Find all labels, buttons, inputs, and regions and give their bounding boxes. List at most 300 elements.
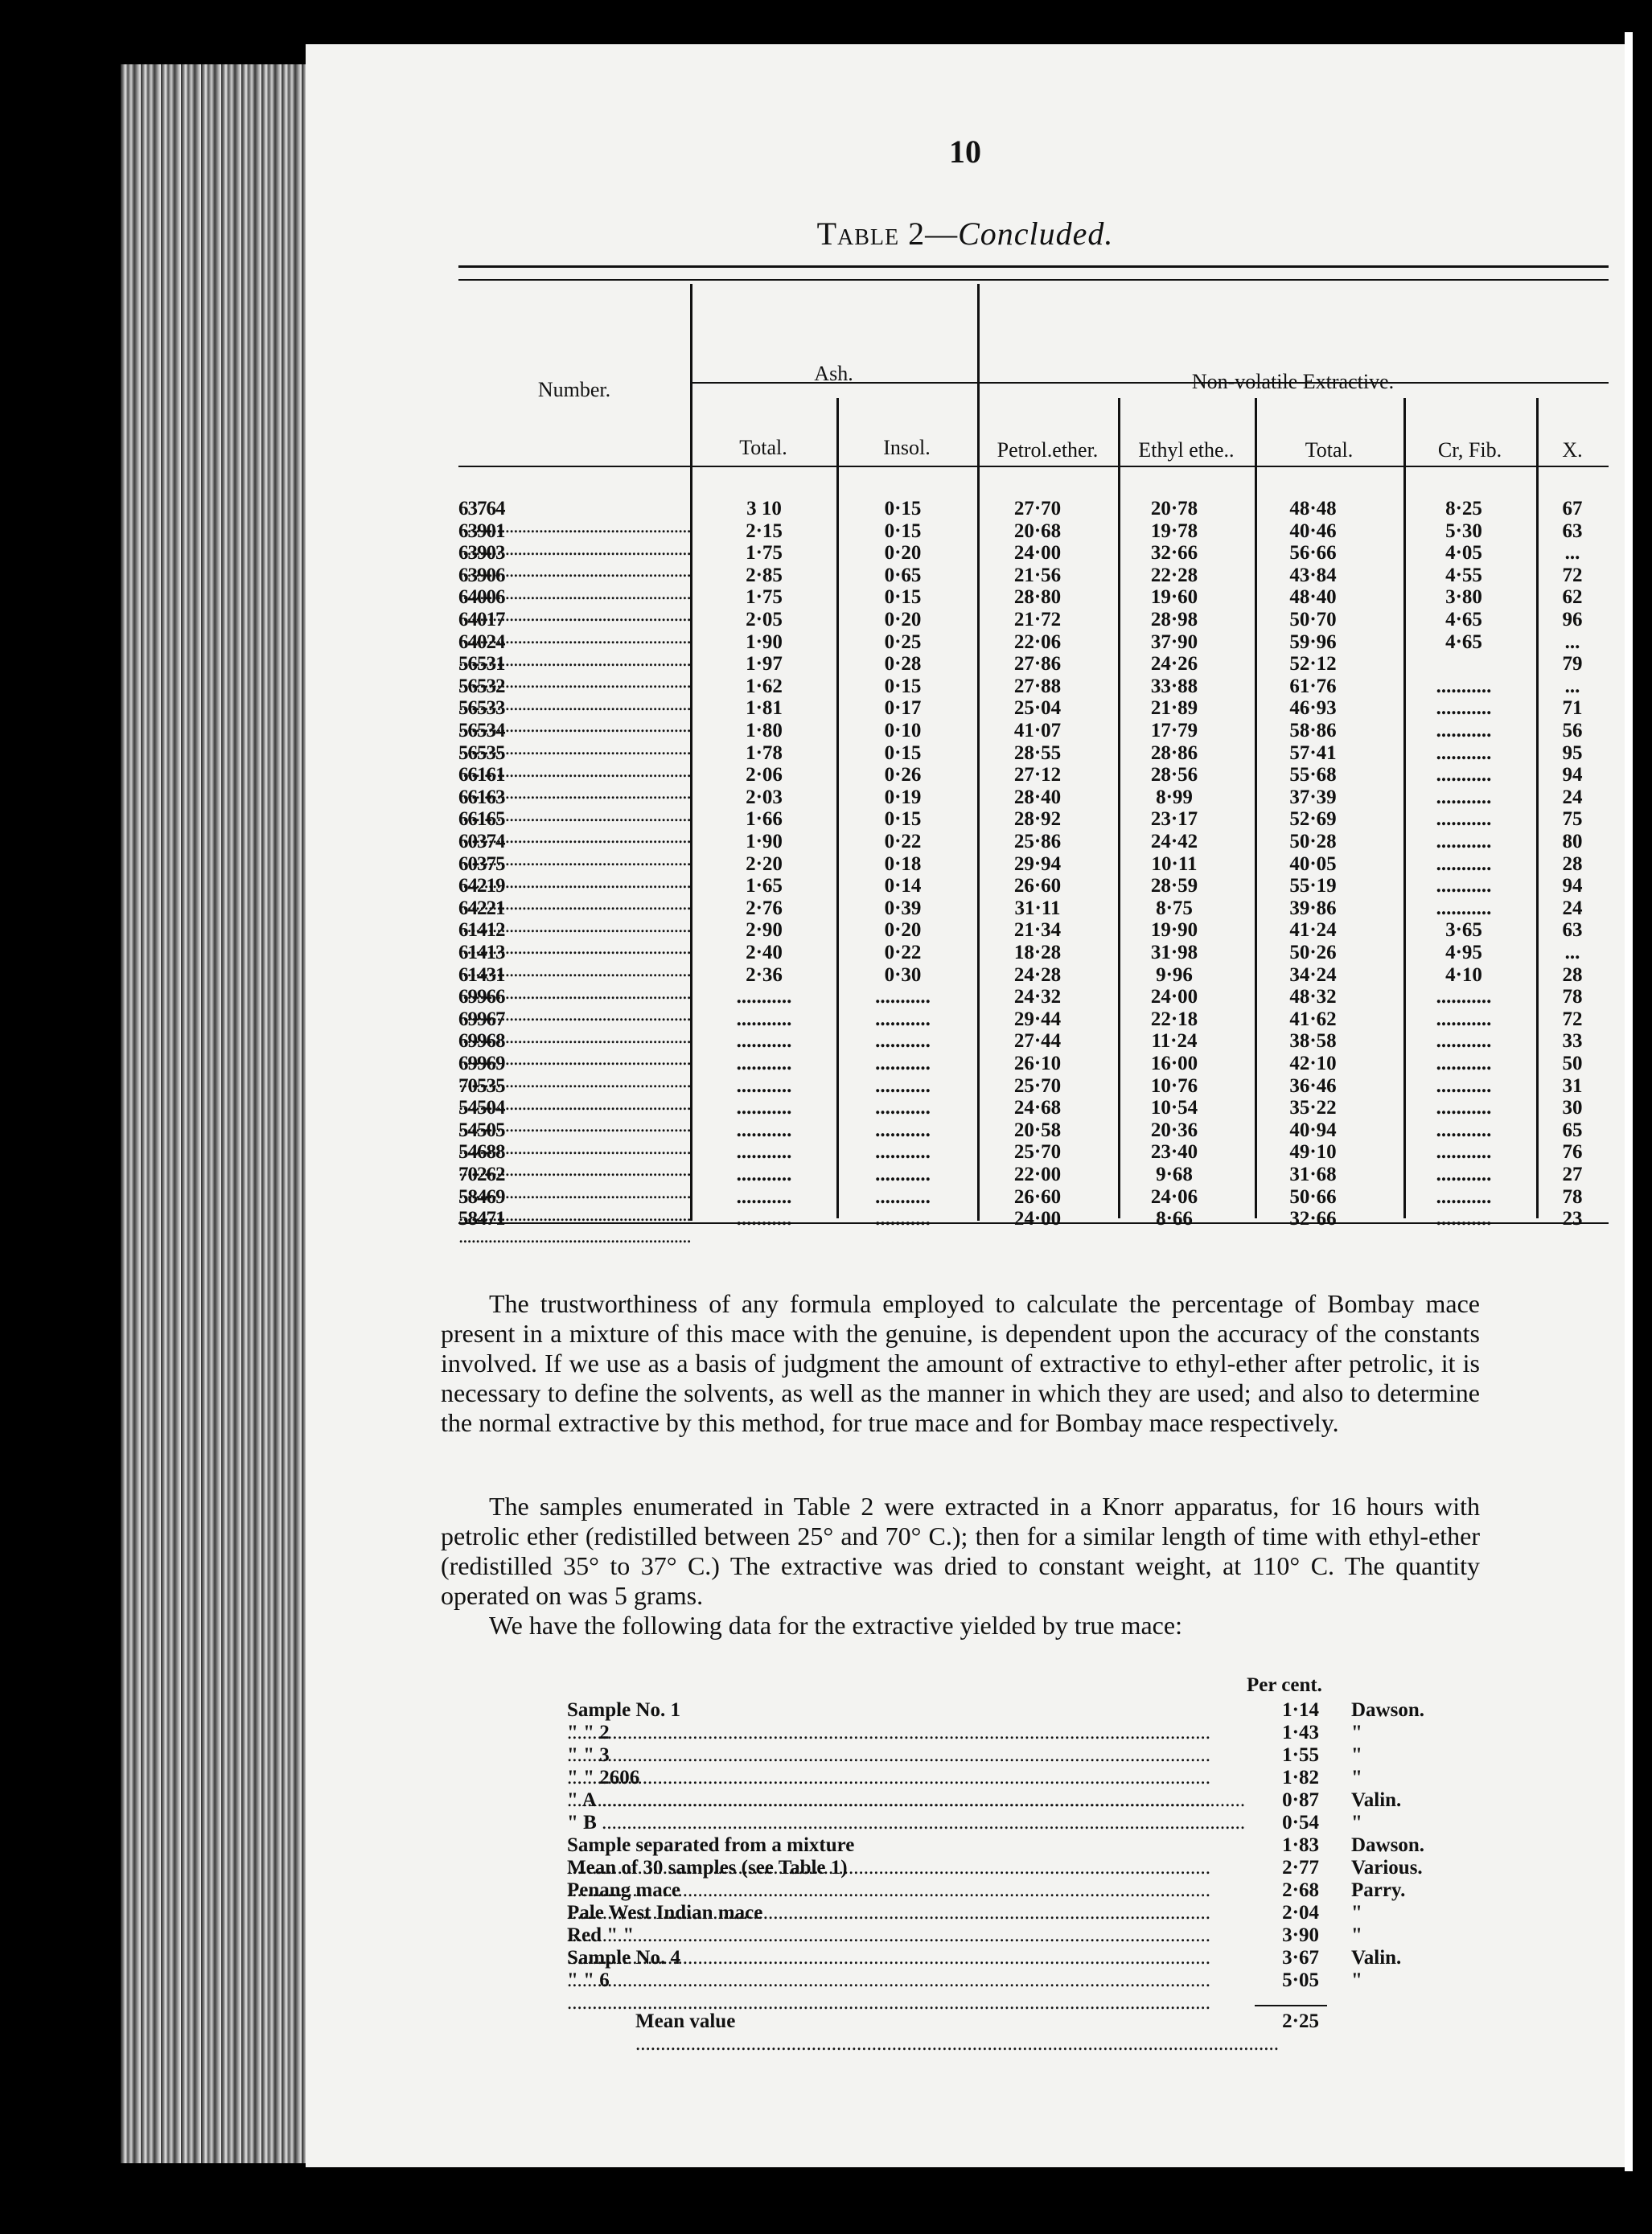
cell-ethyl: 8·99 — [1156, 786, 1193, 808]
cell-crfib: ........... — [1436, 1074, 1492, 1097]
cell-ethyl: 24·42 — [1150, 831, 1198, 852]
cell-ash-total: ........... — [736, 1074, 792, 1097]
table-row — [306, 833, 1625, 851]
mace-item-source: " — [1351, 1812, 1362, 1834]
mace-item-label: " A ..... — [567, 1789, 1255, 1812]
cell-number: 54505 ..... — [458, 1122, 692, 1157]
cell-ethyl: 11·24 — [1151, 1030, 1198, 1053]
cell-x: 67 — [1562, 498, 1583, 519]
cell-crfib: ........... — [1436, 720, 1492, 741]
cell-crfib: ........... — [1436, 741, 1492, 764]
mace-item-source: " — [1351, 1902, 1362, 1924]
cell-insol: ........... — [875, 1141, 931, 1164]
cell-insol: ........... — [875, 1185, 931, 1208]
cell-ethyl: 9·96 — [1156, 963, 1193, 986]
cell-x: 65 — [1562, 1119, 1583, 1141]
cell-total: 55·19 — [1289, 875, 1337, 897]
cell-crfib: ........... — [1436, 786, 1492, 808]
cell-petrol: 27·70 — [1013, 498, 1062, 519]
table-title — [306, 215, 1625, 253]
cell-petrol: 28·40 — [1013, 786, 1062, 808]
mace-list-item — [306, 1699, 1625, 1722]
cell-crfib: 4·65 — [1445, 609, 1482, 630]
table-row — [306, 519, 1625, 542]
cell-insol: 0·15 — [884, 519, 922, 542]
cell-insol: 0·26 — [884, 764, 922, 786]
cell-ethyl: 10·76 — [1150, 1074, 1198, 1097]
cell-insol: ........... — [875, 1164, 931, 1185]
cell-ash-total: 2·20 — [746, 852, 783, 875]
cell-petrol: 26·10 — [1013, 1053, 1062, 1074]
table-title-suffix: Concluded. — [958, 216, 1114, 252]
cell-ethyl: 23·17 — [1150, 808, 1198, 831]
cell-number: 63901 ..... — [458, 523, 692, 558]
cell-total: 43·84 — [1289, 564, 1337, 586]
cell-petrol: 24·32 — [1013, 986, 1062, 1008]
header-ash-insol: Insol. — [883, 436, 931, 459]
cell-total: 50·26 — [1289, 942, 1337, 963]
cell-x: 30 — [1562, 1097, 1583, 1119]
cell-number: 64006 ..... — [458, 589, 692, 624]
cell-number: 64024 ..... — [458, 634, 692, 669]
cell-crfib: 5·30 — [1445, 519, 1482, 542]
cell-total: 50·66 — [1289, 1185, 1337, 1208]
cell-x: 94 — [1562, 764, 1583, 786]
cell-x: 31 — [1562, 1074, 1583, 1097]
cell-total: 41·62 — [1289, 1008, 1337, 1030]
cell-ethyl: 28·59 — [1150, 875, 1198, 897]
mace-list-item — [306, 1767, 1625, 1789]
cell-total: 32·66 — [1289, 1208, 1337, 1230]
page-number: 10 — [949, 133, 981, 170]
cell-number: 61413 ..... — [458, 944, 692, 979]
cell-x: 50 — [1562, 1053, 1583, 1074]
mace-item-label: Sample No. 1 ..... — [567, 1699, 1255, 1744]
cell-total: 48·48 — [1289, 498, 1337, 519]
table-row — [306, 1210, 1625, 1228]
cell-petrol: 26·60 — [1013, 875, 1062, 897]
page-edge — [1625, 32, 1633, 2171]
table-header-rule — [458, 466, 1609, 467]
cell-x: 63 — [1562, 919, 1583, 942]
mace-list-item — [306, 1834, 1625, 1857]
col-divider-total — [1403, 398, 1406, 1218]
mace-item-label: " " 3 ..... — [567, 1744, 1255, 1789]
cell-number: 66163 ..... — [458, 789, 692, 824]
cell-x: 76 — [1562, 1141, 1583, 1164]
cell-total: 42·10 — [1289, 1053, 1337, 1074]
cell-insol: 0·20 — [884, 919, 922, 942]
cell-ash-total: 1·90 — [746, 831, 783, 852]
cell-ash-total: 3 10 — [746, 498, 782, 519]
cell-insol: ........... — [875, 1074, 931, 1097]
mace-item-label: Sample No. 4 ..... — [567, 1947, 1255, 1992]
cell-total: 40·05 — [1289, 852, 1337, 875]
table-row — [306, 988, 1625, 1006]
cell-ethyl: 33·88 — [1150, 675, 1198, 697]
paragraph-2: The samples enumerated in Table 2 were extracted in a Knorr apparatus, for 16 hours with petrolic ether (redistilled between 25° and 70° C.); then for a similar length of time with ethyl-ether (redistilled 35° to 37° C.) The extractive was dried to constant weight, at 110° C. The quantity operated on was 5 grams. — [441, 1492, 1480, 1610]
mace-item-label: Mean of 30 samples (see Table 1) ..... — [567, 1857, 1255, 1902]
cell-ethyl: 23·40 — [1150, 1141, 1198, 1164]
cell-insol: 0·17 — [884, 697, 922, 720]
cell-ash-total: ........... — [736, 1208, 792, 1230]
mace-item-label: " " 2 ..... — [567, 1722, 1255, 1767]
cell-ethyl: 19·78 — [1150, 519, 1198, 542]
mace-list-item — [306, 1812, 1625, 1834]
mean-value: 2·25 — [1282, 2010, 1319, 2032]
cell-petrol: 24·00 — [1013, 1208, 1062, 1230]
cell-ethyl: 20·78 — [1150, 498, 1198, 519]
cell-crfib: ........... — [1436, 831, 1492, 852]
mace-item-label: " B ..... — [567, 1812, 1255, 1834]
cell-ethyl: 19·60 — [1150, 586, 1198, 609]
cell-insol: ........... — [875, 1097, 931, 1119]
cell-total: 57·41 — [1289, 741, 1337, 764]
table-row — [306, 963, 1625, 986]
col-divider-ash — [836, 398, 839, 1218]
cell-petrol: 27·44 — [1013, 1030, 1062, 1053]
book-binding-edge — [121, 64, 314, 2163]
cell-insol: 0·15 — [884, 741, 922, 764]
mace-item-value: 2·68 — [1282, 1879, 1319, 1901]
table-row — [306, 1185, 1625, 1208]
mean-row — [306, 2010, 1625, 2033]
mace-item-value: 1·14 — [1282, 1699, 1319, 1721]
cell-number: 63764 ..... — [458, 500, 692, 536]
cell-x: 79 — [1562, 653, 1583, 676]
cell-insol: 0·19 — [884, 786, 922, 808]
cell-petrol: 41·07 — [1013, 720, 1062, 741]
cell-petrol: 29·44 — [1013, 1008, 1062, 1030]
header-ext-total: Total. — [1305, 438, 1354, 462]
cell-total: 56·66 — [1289, 542, 1337, 565]
header-ash: Ash. — [814, 362, 853, 385]
cell-petrol: 25·86 — [1013, 831, 1062, 852]
cell-total: 39·86 — [1289, 897, 1337, 919]
cell-crfib: ........... — [1436, 1030, 1492, 1053]
table-row — [306, 1030, 1625, 1053]
cell-ethyl: 28·98 — [1150, 609, 1198, 630]
cell-x: 63 — [1562, 519, 1583, 542]
cell-ethyl: 22·18 — [1150, 1008, 1198, 1030]
cell-total: 35·22 — [1289, 1097, 1337, 1119]
cell-number: 60374 ..... — [458, 833, 692, 869]
table-row — [306, 1099, 1625, 1117]
cell-number: 56531 ..... — [458, 655, 692, 691]
cell-ethyl: 32·66 — [1150, 542, 1198, 565]
table-row — [306, 766, 1625, 784]
cell-petrol: 22·00 — [1013, 1164, 1062, 1185]
cell-petrol: 21·34 — [1013, 919, 1062, 942]
mace-list-item — [306, 1947, 1625, 1969]
mean-label: Mean value ..... — [635, 2010, 1303, 2055]
table-row — [306, 697, 1625, 720]
cell-ethyl: 10·54 — [1150, 1097, 1198, 1119]
cell-ethyl: 16·00 — [1150, 1053, 1198, 1074]
table-row — [306, 653, 1625, 676]
cell-ethyl: 31·98 — [1150, 942, 1198, 963]
cell-x: 75 — [1562, 808, 1583, 831]
cell-x: 94 — [1562, 875, 1583, 897]
cell-x: 24 — [1562, 786, 1583, 808]
cell-ash-total: ........... — [736, 1097, 792, 1119]
cell-insol: 0·14 — [884, 875, 922, 897]
cell-number: 61431 ..... — [458, 967, 692, 1002]
cell-total: 31·68 — [1289, 1164, 1337, 1185]
cell-insol: 0·65 — [884, 564, 922, 586]
cell-petrol: 24·00 — [1013, 542, 1062, 565]
cell-petrol: 28·92 — [1013, 808, 1062, 831]
col-divider-petrol — [1118, 398, 1120, 1218]
cell-x: 28 — [1562, 852, 1583, 875]
cell-number: 64219 ..... — [458, 877, 692, 913]
mace-item-value: 3·67 — [1282, 1947, 1319, 1969]
cell-ash-total: 1·62 — [746, 675, 783, 697]
mace-item-label: Penang mace ..... — [567, 1879, 1255, 1924]
table-row — [306, 564, 1625, 586]
cell-petrol: 28·80 — [1013, 586, 1062, 609]
cell-total: 46·93 — [1289, 697, 1337, 720]
cell-petrol: 26·60 — [1013, 1185, 1062, 1208]
table-row — [306, 1141, 1625, 1164]
cell-insol: ........... — [875, 1030, 931, 1053]
cell-crfib: ........... — [1436, 697, 1492, 720]
cell-ethyl: 21·89 — [1150, 697, 1198, 720]
cell-insol: 0·22 — [884, 831, 922, 852]
header-ethyl-ether: Ethyl ethe.. — [1138, 438, 1235, 462]
cell-total: 58·86 — [1289, 720, 1337, 741]
cell-petrol: 27·88 — [1013, 675, 1062, 697]
cell-x: 78 — [1562, 986, 1583, 1008]
cell-crfib: ........... — [1436, 764, 1492, 786]
mace-item-value: 1·55 — [1282, 1744, 1319, 1766]
cell-ethyl: 19·90 — [1150, 919, 1198, 942]
table-row — [306, 586, 1625, 609]
cell-insol: ........... — [875, 1208, 931, 1230]
mace-item-source: Various. — [1351, 1857, 1423, 1879]
cell-petrol: 28·55 — [1013, 741, 1062, 764]
paragraph-1: The trustworthiness of any formula employed to calculate the percentage of Bombay mace present in a mixture of this mace with the genuine, is dependent upon the accuracy of the constants involved. If we use as a basis of judgment the amount of extractive to ethyl-ether after petrolic, it is necessary to define the solvents, as well as the manner in which they are used; and also to determine the normal extractive by this method, for true mace and for Bombay mace respectively. — [441, 1289, 1480, 1437]
mace-item-source: " — [1351, 1744, 1362, 1766]
cell-total: 34·24 — [1289, 963, 1337, 986]
cell-number: 56535 ..... — [458, 745, 692, 780]
cell-x: ... — [1564, 675, 1580, 697]
mace-item-source: " — [1351, 1767, 1362, 1788]
cell-insol: 0·30 — [884, 963, 922, 986]
mean-rule — [1255, 2005, 1327, 2006]
table-row — [306, 1166, 1625, 1184]
mace-item-value: 3·90 — [1282, 1924, 1319, 1946]
cell-ash-total: ........... — [736, 1141, 792, 1164]
cell-ethyl: 24·00 — [1150, 986, 1198, 1008]
cell-ethyl: 28·56 — [1150, 764, 1198, 786]
cell-x: 95 — [1562, 741, 1583, 764]
table-row — [306, 722, 1625, 740]
cell-ash-total: ........... — [736, 986, 792, 1008]
cell-ash-total: 1·75 — [746, 586, 783, 609]
cell-ethyl: 37·90 — [1150, 630, 1198, 653]
table-row — [306, 675, 1625, 697]
cell-total: 61·76 — [1289, 675, 1337, 697]
cell-x: 24 — [1562, 897, 1583, 919]
cell-crfib: 4·95 — [1445, 942, 1482, 963]
cell-number: 66161 ..... — [458, 766, 692, 802]
mace-item-value: 5·05 — [1282, 1969, 1319, 1991]
cell-insol: 0·15 — [884, 675, 922, 697]
cell-petrol: 21·72 — [1013, 609, 1062, 630]
cell-ethyl: 20·36 — [1150, 1119, 1198, 1141]
cell-x: 72 — [1562, 564, 1583, 586]
header-crfib: Cr, Fib. — [1437, 438, 1502, 462]
mace-item-label: Sample separated from a mixture ..... — [567, 1834, 1255, 1879]
cell-x: 80 — [1562, 831, 1583, 852]
table-row — [306, 741, 1625, 764]
cell-number: 60375 ..... — [458, 856, 692, 891]
cell-x: ... — [1564, 630, 1580, 653]
cell-insol: 0·39 — [884, 897, 922, 919]
cell-insol: 0·15 — [884, 498, 922, 519]
cell-crfib: ........... — [1436, 1119, 1492, 1141]
cell-insol: 0·28 — [884, 653, 922, 676]
cell-ash-total: 1·75 — [746, 542, 783, 565]
cell-petrol: 18·28 — [1013, 942, 1062, 963]
cell-ethyl: 8·75 — [1156, 897, 1193, 919]
cell-insol: ........... — [875, 986, 931, 1008]
cell-x: ... — [1564, 942, 1580, 963]
cell-ash-total: 2·15 — [746, 519, 783, 542]
cell-insol: 0·10 — [884, 720, 922, 741]
mace-item-source: " — [1351, 1924, 1362, 1946]
table-row — [306, 897, 1625, 919]
cell-total: 55·68 — [1289, 764, 1337, 786]
table-row — [306, 877, 1625, 895]
cell-number: 54504 ..... — [458, 1099, 692, 1135]
cell-ash-total: 2·03 — [746, 786, 783, 808]
cell-number: 54688 ..... — [458, 1144, 692, 1179]
cell-petrol: 21·56 — [1013, 564, 1062, 586]
cell-ash-total: 1·80 — [746, 720, 783, 741]
cell-ethyl: 22·28 — [1150, 564, 1198, 586]
cell-crfib: ........... — [1436, 1053, 1492, 1074]
cell-insol: 0·15 — [884, 808, 922, 831]
cell-total: 50·28 — [1289, 831, 1337, 852]
cell-number: 63906 ..... — [458, 567, 692, 602]
cell-ash-total: 2·05 — [746, 609, 783, 630]
cell-x: 78 — [1562, 1185, 1583, 1208]
table-row — [306, 1074, 1625, 1097]
mace-item-source: Parry. — [1351, 1879, 1406, 1901]
cell-crfib: 8·25 — [1445, 498, 1482, 519]
cell-ash-total: 1·78 — [746, 741, 783, 764]
cell-crfib: 4·65 — [1445, 630, 1482, 653]
cell-ash-total: 2·90 — [746, 919, 783, 942]
cell-ash-total: ........... — [736, 1164, 792, 1185]
cell-number: 66165 ..... — [458, 811, 692, 846]
mace-item-label: Pale West Indian mace ..... — [567, 1902, 1255, 1947]
mace-list-item — [306, 1902, 1625, 1924]
cell-ash-total: 2·85 — [746, 564, 783, 586]
col-divider-ethyl — [1255, 398, 1257, 1218]
cell-ash-total: ........... — [736, 1008, 792, 1030]
cell-insol: 0·22 — [884, 942, 922, 963]
header-x: X. — [1562, 438, 1583, 462]
cell-petrol: 27·12 — [1013, 764, 1062, 786]
cell-petrol: 25·04 — [1013, 697, 1062, 720]
mace-list-item — [306, 1879, 1625, 1902]
mace-list-item — [306, 1857, 1625, 1879]
cell-ethyl: 28·86 — [1150, 741, 1198, 764]
table-row — [306, 630, 1625, 653]
header-ash-total: Total. — [739, 436, 787, 459]
mace-item-source: Valin. — [1351, 1789, 1402, 1811]
cell-total: 52·12 — [1289, 653, 1337, 676]
cell-ash-total: 2·36 — [746, 963, 783, 986]
cell-crfib: ........... — [1436, 675, 1492, 697]
cell-ash-total: 2·06 — [746, 764, 783, 786]
mace-list-item — [306, 1789, 1625, 1812]
cell-number: 69968 ..... — [458, 1033, 692, 1068]
cell-petrol: 25·70 — [1013, 1074, 1062, 1097]
cell-number: 70262 ..... — [458, 1166, 692, 1201]
cell-x: 96 — [1562, 609, 1583, 630]
cell-petrol: 20·68 — [1013, 519, 1062, 542]
mace-list-item — [306, 1744, 1625, 1767]
cell-petrol: 31·11 — [1014, 897, 1061, 919]
cell-number: 63903 ..... — [458, 544, 692, 580]
mace-item-source: Dawson. — [1351, 1834, 1424, 1856]
cell-ethyl: 24·26 — [1150, 653, 1198, 676]
cell-crfib: ........... — [1436, 897, 1492, 919]
cell-crfib: ........... — [1436, 1185, 1492, 1208]
cell-ethyl: 9·68 — [1156, 1164, 1193, 1185]
cell-petrol: 20·58 — [1013, 1119, 1062, 1141]
table-row — [306, 786, 1625, 808]
table-title-prefix: Table 2— — [816, 216, 959, 252]
mace-item-value: 0·87 — [1282, 1789, 1319, 1811]
cell-number: 70535 ..... — [458, 1078, 692, 1113]
cell-ash-total: 1·66 — [746, 808, 783, 831]
mace-list-item — [306, 1924, 1625, 1947]
cell-ash-total: 2·40 — [746, 942, 783, 963]
mace-item-source: Valin. — [1351, 1947, 1402, 1969]
cell-number: 61412 ..... — [458, 922, 692, 957]
cell-ash-total: 1·90 — [746, 630, 783, 653]
mace-list-item — [306, 1969, 1625, 1992]
table-row — [306, 944, 1625, 962]
cell-ash-total: ........... — [736, 1030, 792, 1053]
mace-item-source: " — [1351, 1969, 1362, 1991]
table-row — [306, 500, 1625, 518]
cell-x: 33 — [1562, 1030, 1583, 1053]
cell-crfib: ........... — [1436, 1097, 1492, 1119]
cell-total: 48·40 — [1289, 586, 1337, 609]
mace-item-source: Dawson. — [1351, 1699, 1424, 1721]
mace-item-label: " " 6 ..... — [567, 1969, 1255, 2014]
cell-total: 41·24 — [1289, 919, 1337, 942]
col-divider-crfib — [1536, 398, 1539, 1218]
cell-insol: 0·20 — [884, 542, 922, 565]
cell-petrol: 27·86 — [1013, 653, 1062, 676]
cell-number: 56532 ..... — [458, 678, 692, 713]
cell-petrol: 29·94 — [1013, 852, 1062, 875]
cell-total: 37·39 — [1289, 786, 1337, 808]
book-page — [306, 44, 1625, 2167]
header-petrol-ether: Petrol.ether. — [997, 438, 1099, 462]
cell-ethyl: 24·06 — [1150, 1185, 1198, 1208]
cell-crfib: 4·10 — [1445, 963, 1482, 986]
mace-item-value: 0·54 — [1282, 1812, 1319, 1834]
cell-ash-total: 1·65 — [746, 875, 783, 897]
